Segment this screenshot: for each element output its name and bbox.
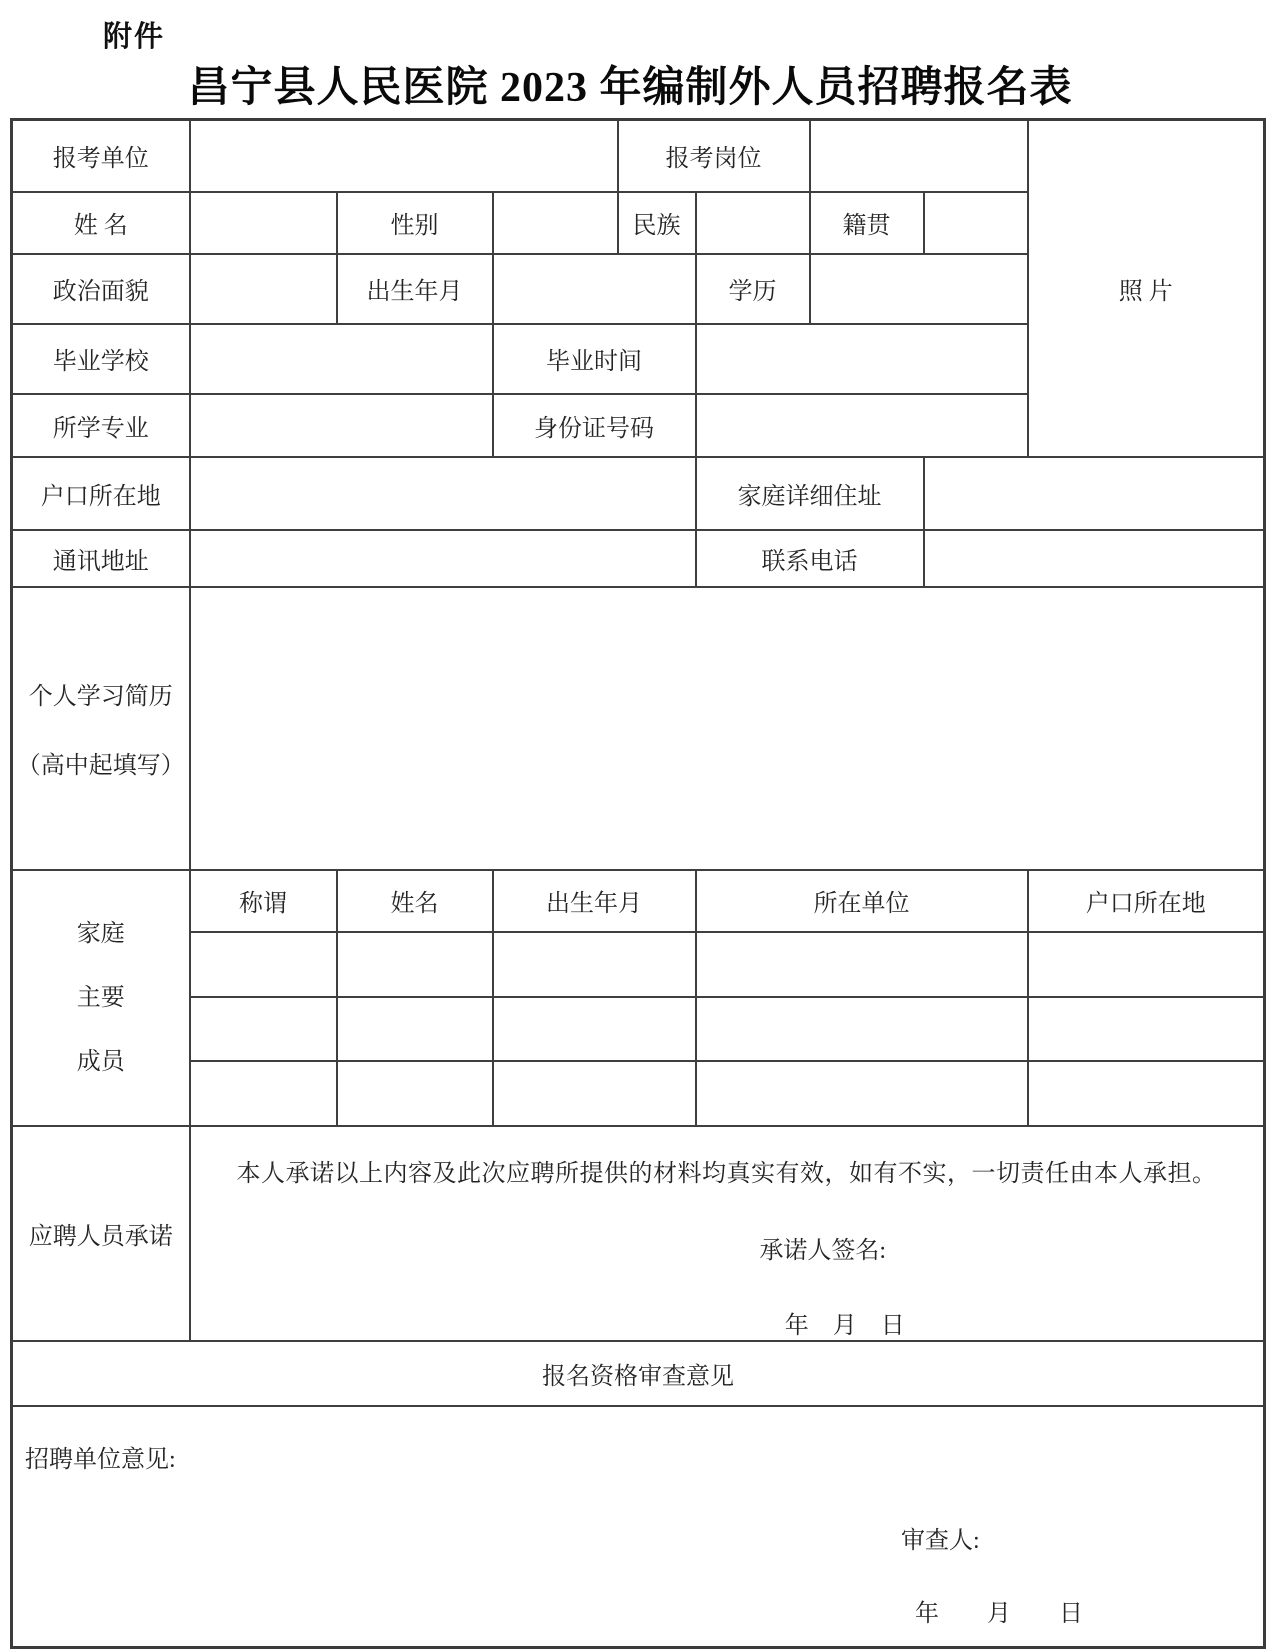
field-label-study-history <box>12 587 190 870</box>
family-row <box>12 1061 1265 1126</box>
field-value-gender <box>493 192 618 254</box>
row-study-history <box>12 587 1265 870</box>
photo-cell: 照 片 <box>1028 120 1265 457</box>
row-mailing <box>12 530 1265 587</box>
field-value-id-number <box>696 394 1028 457</box>
family-col-work-unit: 所在单位 <box>696 870 1028 932</box>
family-cell-work-unit <box>696 1061 1028 1126</box>
field-label-mailing-address: 通讯地址 <box>12 530 190 587</box>
field-value-graduate-school <box>190 324 493 394</box>
field-label-phone: 联系电话 <box>696 530 924 587</box>
reviewer-label: 审查人: <box>901 1527 980 1554</box>
field-value-education <box>810 254 1028 324</box>
pledge-content <box>190 1126 1265 1341</box>
field-label-id-number: 身份证号码 <box>493 394 696 457</box>
field-value-ethnicity <box>696 192 810 254</box>
attachment-label: 附件 <box>103 21 166 53</box>
field-value-family-address <box>924 457 1265 530</box>
family-label-line1: 家庭 <box>76 920 125 947</box>
field-value-household-location <box>190 457 696 530</box>
row-household <box>12 457 1265 530</box>
field-value-birth-date <box>493 254 696 324</box>
family-cell-household-location <box>1028 997 1265 1061</box>
row-qualification-review <box>12 1341 1265 1406</box>
study-history-label-line1: 个人学习简历 <box>28 684 173 710</box>
field-label-major: 所学专业 <box>12 394 190 457</box>
employer-opinion-label: 招聘单位意见: <box>25 1446 176 1473</box>
pledge-signature-label: 承诺人签名: <box>759 1237 887 1264</box>
field-value-apply-position <box>810 120 1028 192</box>
field-value-major <box>190 394 493 457</box>
field-value-political-status <box>190 254 337 324</box>
pledge-statement: 本人承诺以上内容及此次应聘所提供的材料均真实有效，如有不实，一切责任由本人承担。 <box>236 1160 1217 1187</box>
row-apply <box>12 120 1265 192</box>
field-label-graduate-school: 毕业学校 <box>12 324 190 394</box>
field-label-gender: 性别 <box>337 192 493 254</box>
family-cell-household-location <box>1028 932 1265 997</box>
family-col-relation: 称谓 <box>190 870 337 932</box>
field-label-household-location: 户口所在地 <box>12 457 190 530</box>
qualification-review-label: 报名资格审查意见 <box>12 1341 1265 1406</box>
field-value-name <box>190 192 337 254</box>
field-label-education: 学历 <box>696 254 810 324</box>
employer-opinion-cell <box>12 1406 1265 1648</box>
study-history-label-line2: （高中起填写） <box>16 753 185 779</box>
pledge-date-line: 年 月 日 <box>784 1312 905 1339</box>
form-title: 昌宁县人民医院 2023 年编制外人员招聘报名表 <box>187 65 1073 111</box>
family-col-household-location: 户口所在地 <box>1028 870 1265 932</box>
field-label-apply-position: 报考岗位 <box>618 120 810 192</box>
field-label-family-address: 家庭详细住址 <box>696 457 924 530</box>
family-cell-name <box>337 1061 493 1126</box>
field-label-political-status: 政治面貌 <box>12 254 190 324</box>
field-value-apply-unit <box>190 120 618 192</box>
reviewer-date-line: 年 月 日 <box>915 1600 1083 1627</box>
family-cell-relation <box>190 932 337 997</box>
row-employer-opinion <box>12 1406 1265 1648</box>
application-form-table <box>10 118 1266 1649</box>
family-cell-work-unit <box>696 997 1028 1061</box>
family-col-birth-date: 出生年月 <box>493 870 696 932</box>
family-cell-birth-date <box>493 1061 696 1126</box>
family-cell-name <box>337 932 493 997</box>
field-label-birth-date: 出生年月 <box>337 254 493 324</box>
family-row <box>12 997 1265 1061</box>
field-value-mailing-address <box>190 530 696 587</box>
field-label-name: 姓 名 <box>12 192 190 254</box>
family-cell-birth-date <box>493 997 696 1061</box>
field-label-apply-unit: 报考单位 <box>12 120 190 192</box>
family-members-label <box>12 870 190 1126</box>
family-cell-birth-date <box>493 932 696 997</box>
field-value-graduation-time <box>696 324 1028 394</box>
row-family-header <box>12 870 1265 932</box>
family-cell-relation <box>190 1061 337 1126</box>
family-cell-relation <box>190 997 337 1061</box>
field-label-ethnicity: 民族 <box>618 192 696 254</box>
family-col-name: 姓名 <box>337 870 493 932</box>
field-value-native-place <box>924 192 1028 254</box>
row-pledge <box>12 1126 1265 1341</box>
field-value-study-history <box>190 587 1265 870</box>
family-cell-household-location <box>1028 1061 1265 1126</box>
field-label-native-place: 籍贯 <box>810 192 924 254</box>
family-cell-work-unit <box>696 932 1028 997</box>
family-label-line3: 成员 <box>76 1048 125 1075</box>
family-cell-name <box>337 997 493 1061</box>
pledge-label: 应聘人员承诺 <box>12 1126 190 1341</box>
field-value-phone <box>924 530 1265 587</box>
family-label-line2: 主要 <box>76 984 125 1011</box>
field-label-graduation-time: 毕业时间 <box>493 324 696 394</box>
family-row <box>12 932 1265 997</box>
